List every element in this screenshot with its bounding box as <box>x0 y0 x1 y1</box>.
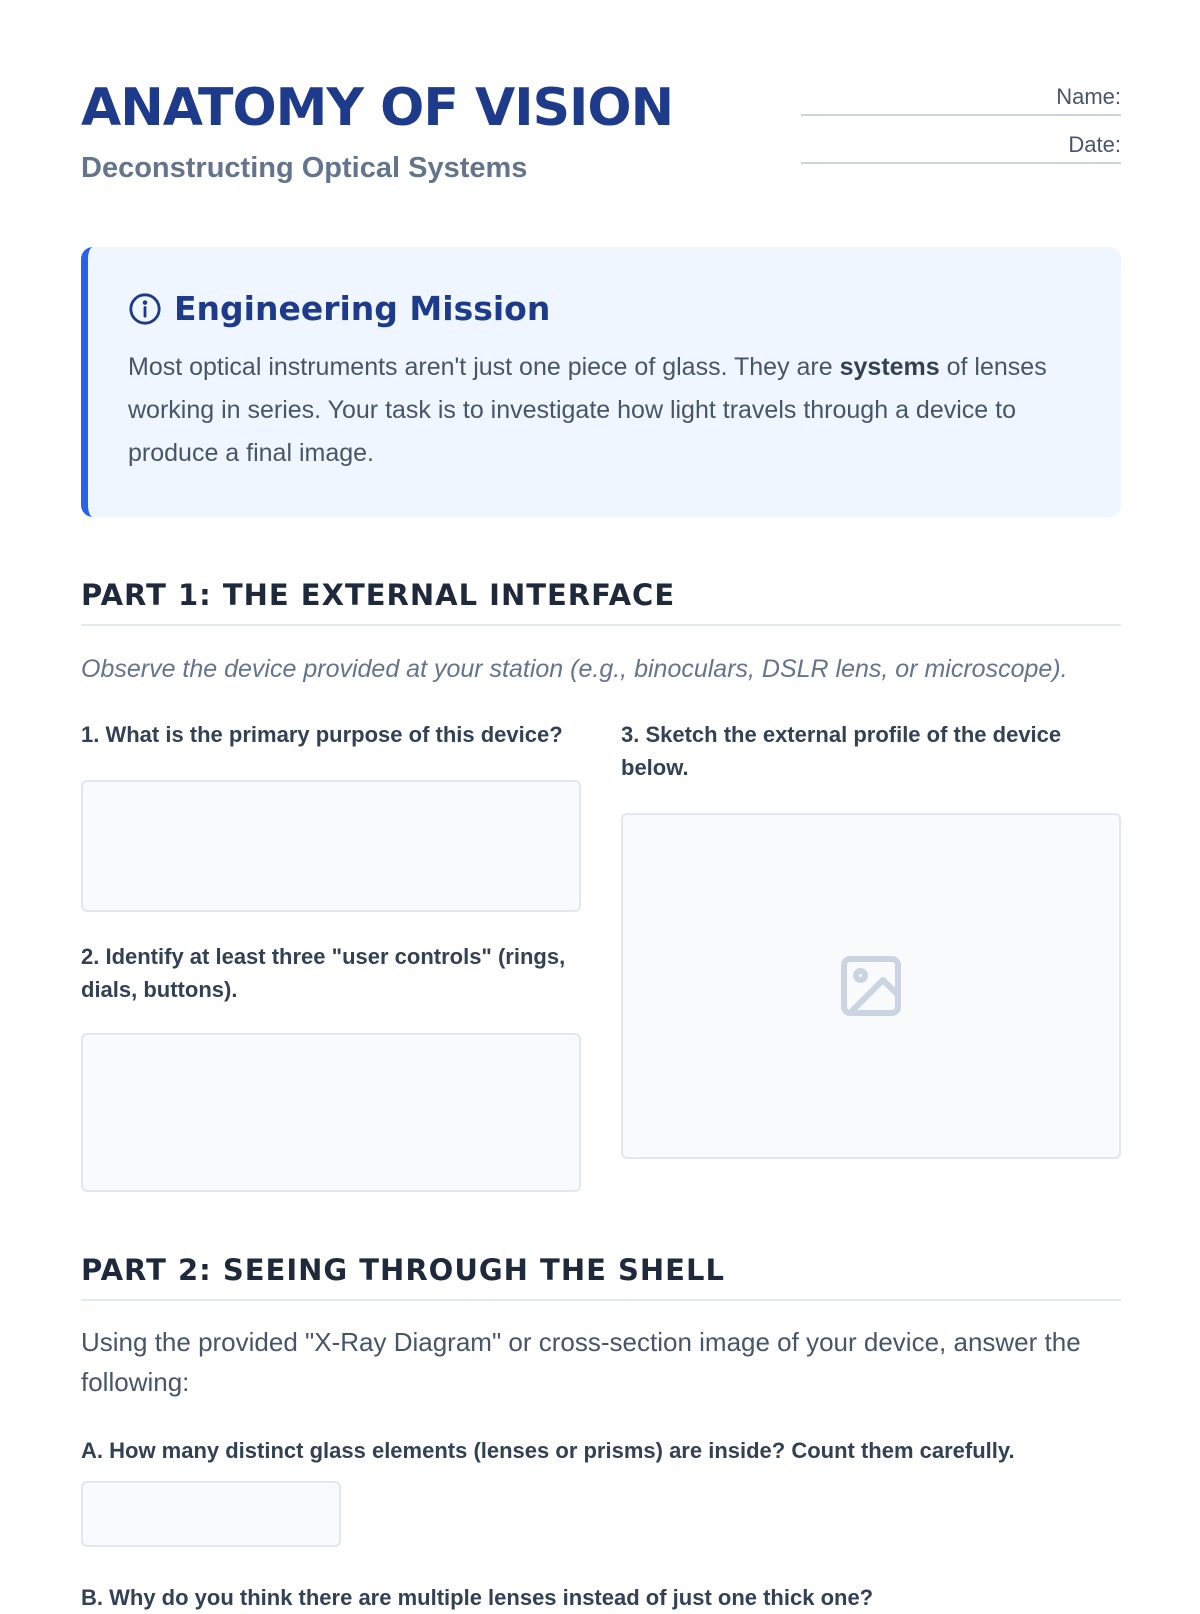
question-3: 3. Sketch the external profile of the device below. <box>621 722 1062 780</box>
mission-text: Most optical instruments aren't just one piece of glass. They are systems of lenses working in series. Your task is to investigate how light travels through a device to produce a final image. <box>128 353 1047 467</box>
part1-instruction: Observe the device provided at your station (e.g., binoculars, DSLR lens, or microscope). <box>81 655 1068 683</box>
question-a: A. How many distinct glass elements (lenses or prisms) are inside? Count them carefully. <box>81 1438 1015 1463</box>
mission-title: Engineering Mission <box>174 289 551 328</box>
name-label: Name: <box>1056 84 1121 109</box>
sketch-area[interactable] <box>621 813 1121 1159</box>
mission-callout <box>81 247 1121 517</box>
question-1: 1. What is the primary purpose of this device? <box>81 722 563 747</box>
name-field[interactable] <box>801 68 1121 116</box>
image-icon <box>835 950 907 1022</box>
date-field[interactable] <box>801 116 1121 164</box>
mission-emphasis: systems <box>839 353 940 381</box>
date-label: Date: <box>1068 132 1121 157</box>
page-subtitle: Deconstructing Optical Systems <box>81 152 528 184</box>
part2-title: PART 2: SEEING THROUGH THE SHELL <box>81 1253 1121 1301</box>
question-2: 2. Identify at least three "user controls" (rings, dials, buttons). <box>81 944 566 1002</box>
page-title: ANATOMY OF VISION <box>81 78 674 138</box>
question-b: B. Why do you think there are multiple lenses instead of just one thick one? <box>81 1585 874 1610</box>
part1-title: PART 1: THE EXTERNAL INTERFACE <box>81 578 1121 626</box>
answer-box-2[interactable] <box>81 1033 581 1192</box>
mission-header <box>128 289 1081 328</box>
info-icon <box>128 292 162 326</box>
answer-box-a[interactable] <box>81 1481 341 1547</box>
part2-intro: Using the provided "X-Ray Diagram" or cross-section image of your device, answer the following: <box>81 1327 1081 1397</box>
answer-box-1[interactable] <box>81 780 581 912</box>
